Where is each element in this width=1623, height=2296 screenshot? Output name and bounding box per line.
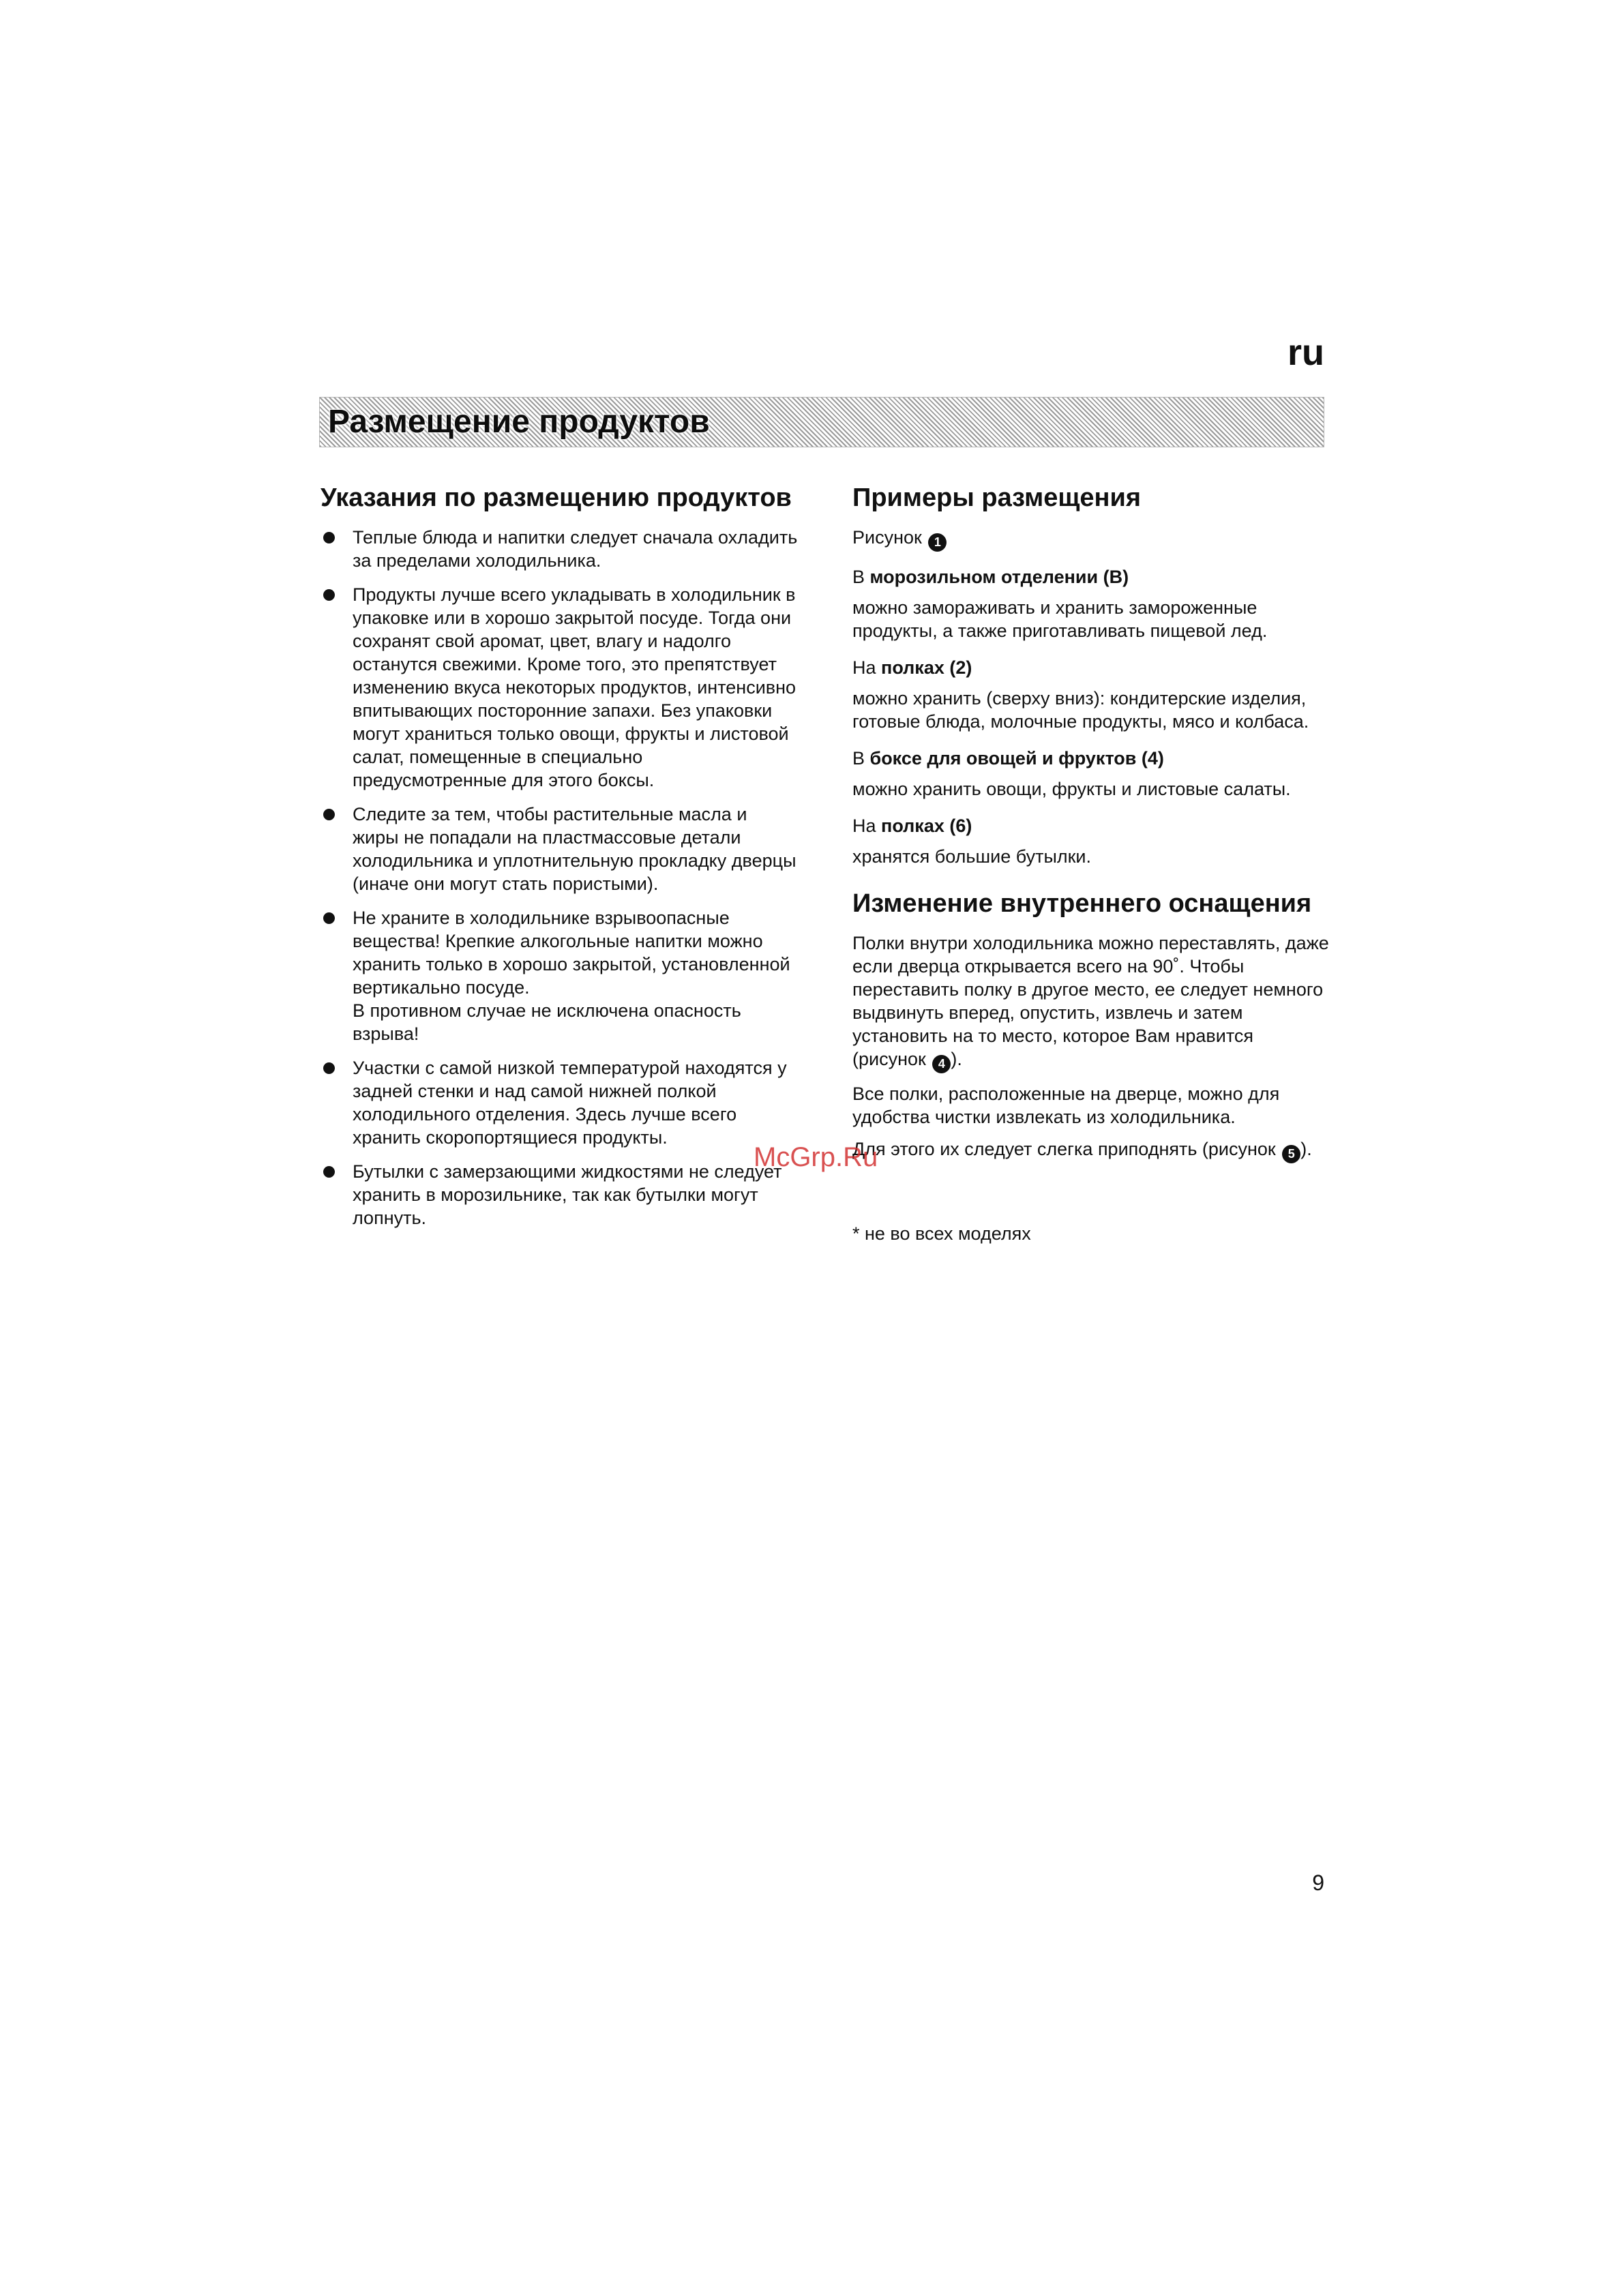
list-item: Участки с самой низкой температурой находятся у задней стенки и над самой нижней полкой холодильного отделения. Здесь лучше всего хранить скоропортящиеся продукты. xyxy=(321,1056,798,1149)
figure-reference: Рисунок 1 xyxy=(852,526,1330,552)
freezer-label: В морозильном отделении (B) xyxy=(852,567,1129,587)
figure-1-badge: 1 xyxy=(928,533,947,552)
interior-paragraph-3: Для этого их следует слегка приподнять (рисунок 5 ). xyxy=(852,1137,1330,1163)
figure-4-badge: 4 xyxy=(932,1055,951,1073)
interior-change-heading: Изменение внутреннего оснащения xyxy=(852,889,1312,918)
right-column xyxy=(852,481,1330,1254)
guidelines-list xyxy=(321,526,798,1229)
shelves-6-description: хранятся большие бутылки. xyxy=(852,846,1092,867)
section-title-bar xyxy=(319,397,1324,447)
bullet-icon xyxy=(323,1166,335,1178)
bullet-icon xyxy=(323,532,335,543)
language-code: ru xyxy=(1287,332,1324,373)
bullet-icon xyxy=(323,912,335,924)
vegetable-box-label: В боксе для овощей и фруктов (4) xyxy=(852,748,1164,769)
bullet-icon xyxy=(323,589,335,601)
list-item: Теплые блюда и напитки следует сначала охладить за пределами холодильника. xyxy=(321,526,798,572)
shelves-6-label: На полках (6) xyxy=(852,816,972,836)
bullet-icon xyxy=(323,809,335,820)
interior-paragraph-1: Полки внутри холодильника можно переставлять, даже если дверца открывается всего на 90˚. Чтобы переставить полку в другое место, ее следует немного выдвинуть вперед, опустить, извлечь и затем установить на то место, которое Вам нравится (рисунок 4 ). xyxy=(852,931,1330,1073)
placement-guidelines-heading: Указания по размещению продуктов xyxy=(321,483,792,512)
figure-5-badge: 5 xyxy=(1282,1145,1300,1163)
list-item: Бутылки с замерзающими жидкостями не следует хранить в морозильнике, так как бутылки могут лопнуть. xyxy=(321,1160,798,1229)
placement-examples-heading: Примеры размещения xyxy=(852,483,1142,512)
list-item: Не храните в холодильнике взрывоопасные вещества! Крепкие алкогольные напитки можно хранить только в хорошо закрытой, установленной вертикально посуде. В противном случае не исключена опасность взрыва! xyxy=(321,906,798,1045)
interior-paragraph-2: Все полки, расположенные на дверце, можно для удобства чистки извлекать из холодильника. xyxy=(852,1084,1280,1127)
explosion-warning: В противном случае не исключена опасность взрыва! xyxy=(353,1000,741,1044)
shelves-2-description: можно хранить (сверху вниз): кондитерские изделия, готовые блюда, молочные продукты, мясо и колбаса. xyxy=(852,688,1309,732)
page-number: 9 xyxy=(1312,1870,1324,1895)
footnote: * не во всех моделях xyxy=(852,1223,1031,1244)
left-column xyxy=(321,481,798,1240)
page-title: Размещение продуктов xyxy=(328,404,710,440)
watermark: McGrp.Ru xyxy=(754,1142,878,1172)
shelves-2-label: На полках (2) xyxy=(852,657,972,678)
freezer-description: можно замораживать и хранить замороженные продукты, а также приготавливать пищевой лед. xyxy=(852,597,1268,641)
list-item: Продукты лучше всего укладывать в холодильник в упаковке или в хорошо закрытой посуде. Тогда они сохранят свой аромат, цвет, влагу и надолго останутся свежими. Кроме того, это препятствует изменению вкуса некоторых продуктов, интенсивно впитывающих посторонние запахи. Без упаковки могут храниться только овощи, фрукты и листовой салат, помещенные в специально предусмотренные для этого боксы. xyxy=(321,583,798,792)
vegetable-box-description: можно хранить овощи, фрукты и листовые салаты. xyxy=(852,779,1291,799)
bullet-icon xyxy=(323,1062,335,1074)
list-item: Следите за тем, чтобы растительные масла и жиры не попадали на пластмассовые детали холодильника и уплотнительную прокладку дверцы (иначе они могут стать пористыми). xyxy=(321,803,798,895)
